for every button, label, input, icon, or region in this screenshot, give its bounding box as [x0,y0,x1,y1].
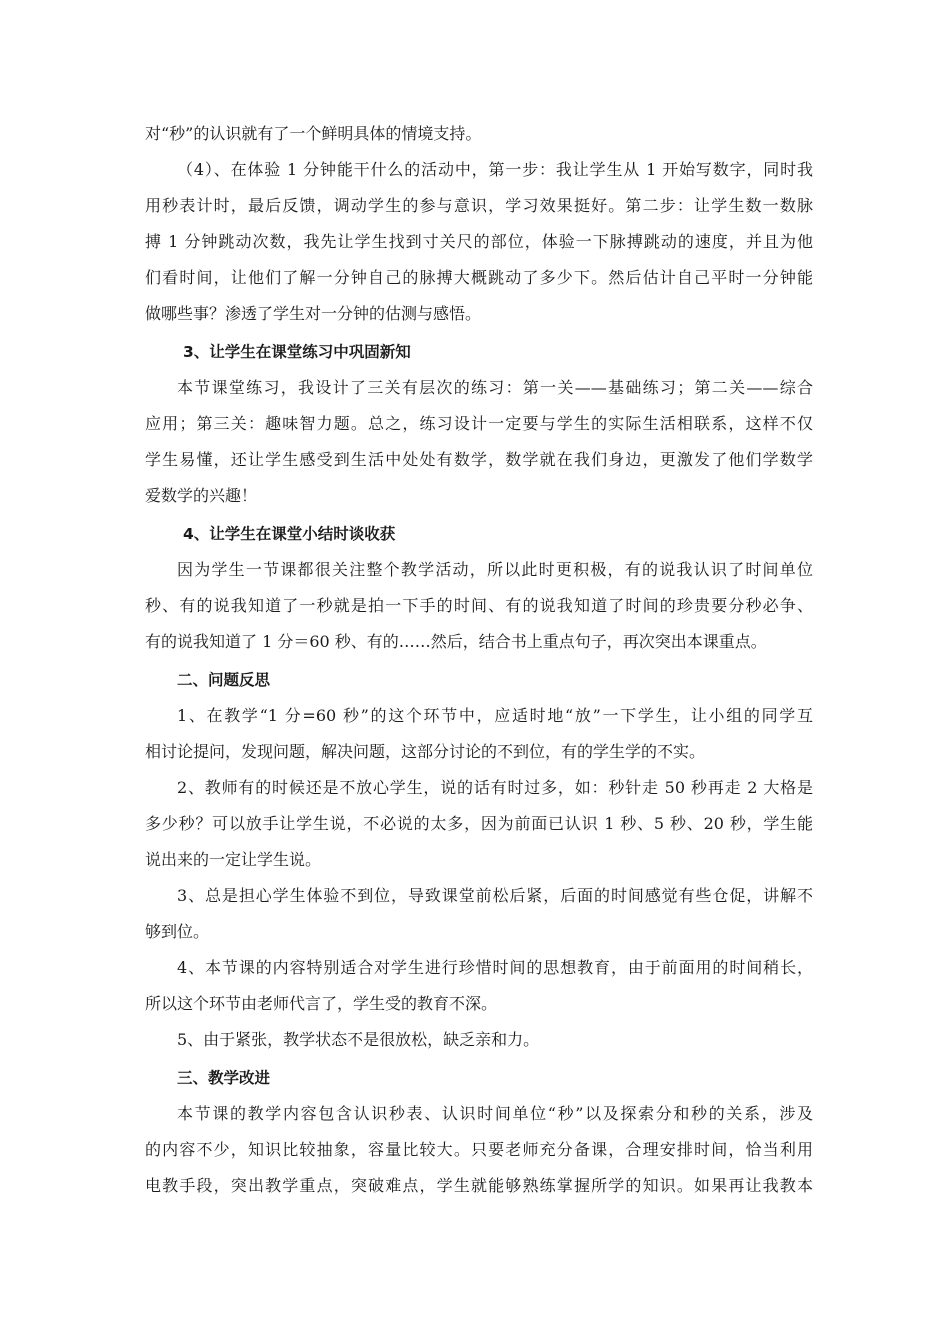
paragraph-line: 本节课的教学内容包含认识秒表、认识时间单位“秒”以及探索分和秒的关系，涉及 [177,1104,813,1123]
paragraph-line: 说出来的一定让学生说。 [145,850,322,869]
paragraph-line: 4、本节课的内容特别适合对学生进行珍惜时间的思想教育，由于前面用的时间稍长， [177,958,813,977]
paragraph-line: 的内容不少，知识比较抽象，容量比较大。只要老师充分备课，合理安排时间，恰当利用 [145,1140,813,1159]
paragraph-line: 爱数学的兴趣！ [145,486,258,505]
paragraph-line: 有的说我知道了 1 分＝60 秒、有的……然后，结合书上重点句子，再次突出本课重点。 [145,632,767,651]
paragraph-line: 2、教师有的时候还是不放心学生，说的话有时过多，如：秒针走 50 秒再走 2 大格是 [177,778,813,797]
paragraph-line: 学生易懂，还让学生感受到生活中处处有数学，数学就在我们身边，更激发了他们学数学 [145,450,813,469]
section-heading: 3、让学生在课堂练习中巩固新知 [183,343,411,361]
paragraph-line: 3、总是担心学生体验不到位，导致课堂前松后紧，后面的时间感觉有些仓促，讲解不 [177,886,813,905]
section-heading: 4、让学生在课堂小结时谈收获 [183,525,396,543]
paragraph-line: 本节课堂练习，我设计了三关有层次的练习：第一关——基础练习；第二关——综合 [177,378,813,397]
paragraph-line: 对“秒”的认识就有了一个鲜明具体的情境支持。 [145,124,482,143]
paragraph-line: 相讨论提问，发现问题，解决问题，这部分讨论的不到位，有的学生学的不实。 [145,742,706,761]
section-heading: 三、教学改进 [177,1069,271,1087]
paragraph-line: 够到位。 [145,922,210,941]
paragraph-line: 所以这个环节由老师代言了，学生受的教育不深。 [145,994,498,1013]
paragraph-line: （4）、在体验 1 分钟能干什么的活动中，第一步：我让学生从 1 开始写数字，同时我 [177,160,813,179]
paragraph-line: 因为学生一节课都很关注整个教学活动，所以此时更积极，有的说我认识了时间单位 [177,560,813,579]
paragraph-line: 用秒表计时，最后反馈，调动学生的参与意识，学习效果挺好。第二步：让学生数一数脉 [145,196,813,215]
section-heading: 二、问题反思 [177,671,271,689]
paragraph-line: 1、在教学“1 分=60 秒”的这个环节中，应适时地“放”一下学生，让小组的同学互 [177,706,813,725]
paragraph-line: 多少秒？可以放手让学生说，不必说的太多，因为前面已认识 1 秒、5 秒、20 秒，学生能 [145,814,813,833]
paragraph-line: 做哪些事？渗透了学生对一分钟的估测与感悟。 [145,304,482,323]
paragraph-line: 应用；第三关：趣味智力题。总之，练习设计一定要与学生的实际生活相联系，这样不仅 [145,414,813,433]
paragraph-line: 们看时间，让他们了解一分钟自己的脉搏大概跳动了多少下。然后估计自己平时一分钟能 [145,268,813,287]
paragraph-line: 秒、有的说我知道了一秒就是拍一下手的时间、有的说我知道了时间的珍贵要分秒必争、 [145,596,813,615]
paragraph-line: 搏 1 分钟跳动次数，我先让学生找到寸关尺的部位，体验一下脉搏跳动的速度，并且为他 [145,232,813,251]
paragraph-line: 5、由于紧张，教学状态不是很放松，缺乏亲和力。 [177,1030,540,1049]
paragraph-line: 电教手段，突出教学重点，突破难点，学生就能够熟练掌握所学的知识。如果再让我教本 [145,1176,813,1195]
